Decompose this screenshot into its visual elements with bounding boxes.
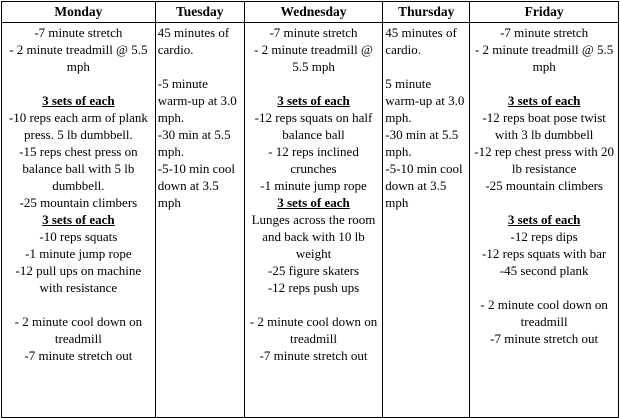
monday-set1-item: -10 reps each arm of plank press. 5 lb dumbbell. xyxy=(8,110,152,142)
wednesday-set1-item: -12 reps squats on half balance ball xyxy=(254,110,376,142)
monday-set2-item: -1 minute jump rope xyxy=(25,246,132,261)
spacer xyxy=(472,279,616,296)
friday-set2-item: -12 reps squats with bar xyxy=(482,246,607,261)
tuesday-cell xyxy=(155,23,244,418)
friday-set1-item: -25 mountain climbers xyxy=(485,178,603,193)
friday-set2-item: -12 reps dips xyxy=(510,229,578,244)
wednesday-set2-item: -12 reps push ups xyxy=(267,280,360,295)
tuesday-item: -5-10 min cool down at 3.5 mph xyxy=(157,161,239,210)
monday-set1-item: -25 mountain climbers xyxy=(19,195,138,210)
spacer xyxy=(472,194,616,211)
friday-warmup-stretch: -7 minute stretch xyxy=(500,25,589,40)
tuesday-item: -5 minute warm-up at 3.0 mph. xyxy=(157,76,241,125)
wednesday-warmup-treadmill: - 2 minute treadmill @ 5.5 mph xyxy=(254,42,377,74)
thursday-item: -30 min at 5.5 mph. xyxy=(385,127,462,159)
wednesday-set2-item: -25 figure skaters xyxy=(268,263,359,278)
header-row xyxy=(2,2,619,23)
wednesday-set1-item: - 12 reps inclined crunches xyxy=(268,144,363,176)
monday-set2-header: 3 sets of each xyxy=(42,212,115,227)
friday-set2-header: 3 sets of each xyxy=(507,212,581,227)
friday-stretch-out: -7 minute stretch out xyxy=(490,331,599,346)
thursday-cell xyxy=(383,23,470,418)
header-monday: Monday xyxy=(2,2,156,23)
wednesday-cooldown: - 2 minute cool down on treadmill xyxy=(249,314,381,346)
tuesday-item: -30 min at 5.5 mph. xyxy=(157,127,234,159)
wednesday-set1-item: -1 minute jump rope xyxy=(260,178,367,193)
monday-cell xyxy=(2,23,156,418)
monday-set1-header: 3 sets of each xyxy=(42,93,115,108)
friday-set1-item: -12 rep chest press with 20 lb resistance xyxy=(474,144,618,176)
friday-set2-item: -45 second plank xyxy=(499,263,589,278)
monday-set2-item: -12 pull ups on machine with resistance xyxy=(15,263,145,295)
header-wednesday: Wednesday xyxy=(244,2,383,23)
thursday-item: 5 minute warm-up at 3.0 mph. xyxy=(385,76,468,125)
wednesday-set2-item: Lunges across the room and back with 10 lb weight xyxy=(251,212,379,261)
schedule-row xyxy=(2,23,619,418)
spacer xyxy=(4,296,153,313)
monday-warmup-treadmill: - 2 minute treadmill @ 5.5 mph xyxy=(9,42,151,74)
wednesday-warmup-stretch: -7 minute stretch xyxy=(269,25,358,40)
monday-warmup-stretch: -7 minute stretch xyxy=(34,25,123,40)
tuesday-intro: 45 minutes of cardio. xyxy=(157,25,233,57)
thursday-item: -5-10 min cool down at 3.5 mph xyxy=(385,161,466,210)
monday-set1-item: -15 reps chest press on balance ball with 5 lb dumbbell. xyxy=(19,144,141,193)
wednesday-cell xyxy=(244,23,383,418)
wednesday-set2-header: 3 sets of each xyxy=(277,195,350,210)
spacer xyxy=(247,296,381,313)
wednesday-stretch-out: -7 minute stretch out xyxy=(259,348,368,363)
spacer xyxy=(247,75,381,92)
header-tuesday: Tuesday xyxy=(155,2,244,23)
spacer xyxy=(385,58,467,75)
spacer xyxy=(472,75,616,92)
thursday-intro: 45 minutes of cardio. xyxy=(385,25,461,57)
workout-schedule-table xyxy=(1,1,619,418)
friday-set1-item: -12 reps boat pose twist with 3 lb dumbbell xyxy=(482,110,610,142)
monday-set2-item: -10 reps squats xyxy=(39,229,118,244)
friday-cooldown: - 2 minute cool down on treadmill xyxy=(480,297,612,329)
monday-stretch-out: -7 minute stretch out xyxy=(24,348,133,363)
friday-set1-header: 3 sets of each xyxy=(507,93,581,108)
header-friday: Friday xyxy=(470,2,619,23)
header-thursday: Thursday xyxy=(383,2,470,23)
wednesday-set1-header: 3 sets of each xyxy=(277,93,350,108)
friday-warmup-treadmill: - 2 minute treadmill @ 5.5 mph xyxy=(474,42,617,74)
friday-cell xyxy=(470,23,619,418)
monday-cooldown: - 2 minute cool down on treadmill xyxy=(14,314,146,346)
spacer xyxy=(158,58,242,75)
spacer xyxy=(4,75,153,92)
